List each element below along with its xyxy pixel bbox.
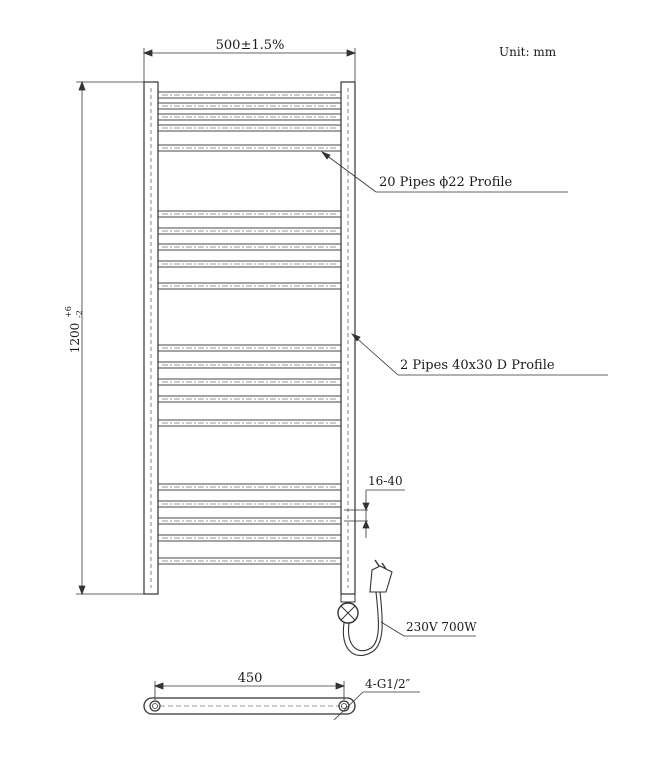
tube-10	[158, 283, 341, 289]
side-pipes-label: 2 Pipes 40x30 D Profile	[400, 358, 555, 373]
tube-17	[158, 501, 341, 507]
tube-1	[158, 92, 341, 98]
tube-4	[158, 125, 341, 131]
height-dimension-minus: -2	[75, 310, 84, 318]
height-dimension	[76, 82, 144, 594]
bottom-width-label: 450	[237, 671, 263, 686]
tube-12	[158, 362, 341, 368]
spacing-dimension	[344, 490, 405, 538]
tube-9	[158, 261, 341, 267]
tube-2	[158, 103, 341, 109]
tube-3	[158, 114, 341, 120]
tube-7	[158, 228, 341, 234]
tube-13	[158, 379, 341, 385]
height-dimension-base: 1200	[68, 322, 82, 354]
tube-16	[158, 484, 341, 490]
heating-element	[338, 594, 358, 623]
horizontal-tubes	[158, 92, 341, 564]
unit-note: Unit: mm	[499, 45, 557, 59]
bottom-view	[144, 698, 355, 714]
plug-icon	[370, 560, 392, 592]
width-dimension	[144, 48, 355, 82]
tube-11	[158, 345, 341, 351]
height-dimension-plus: +6	[64, 306, 73, 318]
spacing-label: 16-40	[368, 474, 403, 488]
right-side-pipe	[341, 82, 355, 594]
height-dimension-label	[64, 306, 84, 353]
tube-15	[158, 420, 341, 426]
left-side-pipe	[144, 82, 158, 594]
pipes-label: 20 Pipes ϕ22 Profile	[379, 175, 513, 190]
tube-14	[158, 396, 341, 402]
tube-8	[158, 244, 341, 250]
width-dimension-label: 500±1.5%	[215, 38, 285, 53]
tube-19	[158, 535, 341, 541]
tube-5	[158, 145, 341, 151]
connection-label: 4-G1/2″	[365, 677, 411, 691]
tube-18	[158, 518, 341, 524]
tube-6	[158, 211, 341, 217]
power-label: 230V 700W	[406, 620, 477, 634]
tube-20	[158, 558, 341, 564]
